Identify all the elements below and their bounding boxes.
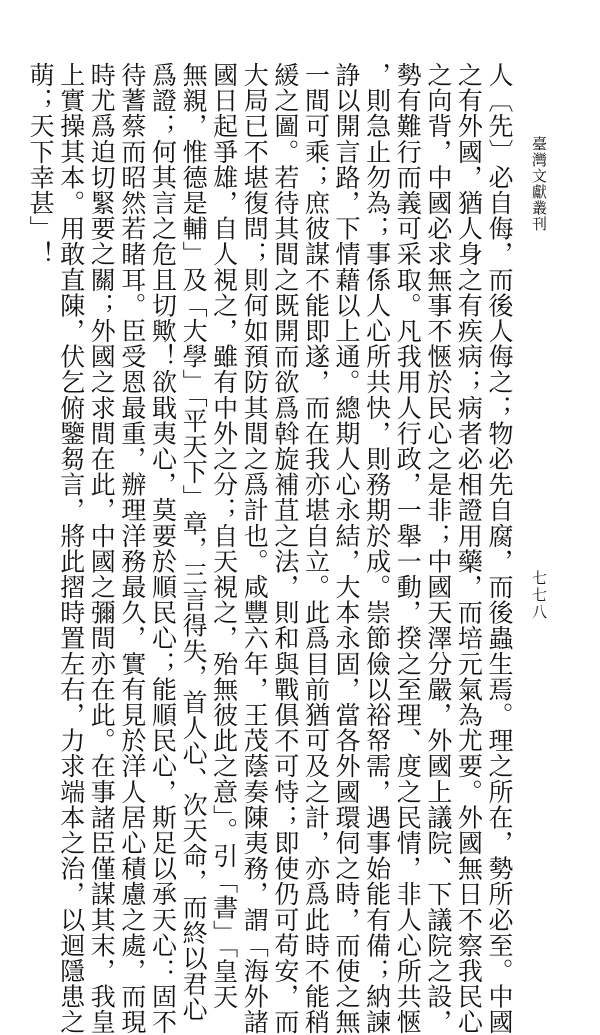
- text-line: 國日起爭雄，自人視之，雖有中外之分；自天視之，殆無彼此之意」。引「書」「皇天: [209, 62, 239, 1010]
- text-line: 之有外國，猶人身之有疾病；病者必相證用藥，而培元氣為尤要。外國無日不察我民心: [454, 62, 484, 1035]
- text-line: 待蓍蔡而昭然若睹耳。臣受恩最重，辦理洋務最久，實有見於洋人居心積慮之處，而現: [117, 62, 147, 1035]
- text-line: 上實操其本。用敢直陳，伏乞俯鑒芻言，將此摺時置左右，力求端本之治，以迴隱患之: [56, 62, 86, 1035]
- text-line: 無親，惟德是輔」及「大學」「平天下」章，三言得失，首人心、次天命，而終以君心: [179, 62, 209, 1023]
- text-line: 爲證；何其言之危且切歟！欲戢夷心，莫要於順民心；能順民心，斯足以承天心：固不: [148, 62, 178, 1035]
- text-line: 時尤爲迫切緊要之關；外國之求間在此，中國之彌間亦在此。在事諸臣僅謀其末，我皇: [87, 62, 117, 1035]
- text-line: 大局已不堪復問；則何如預防其間之爲計也。咸豐六年，王茂蔭奏陳夷務，謂「海外諸: [240, 62, 270, 1035]
- page-number: 七七八: [530, 570, 548, 621]
- text-line: 諍以開言路，下情藉以上通。總期人心永結，大本永固，當各外國環伺之時，而使之無: [332, 62, 362, 1035]
- text-line: ，則急止勿為；事係人心所共快，則務期於成。崇節儉以裕帑需，遇事始能有備；納諫: [362, 62, 392, 1035]
- text-line: 之向背，中國必求無事不愜於民心之是非；中國天澤分嚴，外國上議院、下議院之設，: [423, 62, 453, 1035]
- text-line: 人〔先〕必自侮，而後人侮之；物必先自腐，而後蟲生焉。理之所在，勢所必至。中國: [485, 62, 514, 1035]
- series-title: 臺灣文獻叢刊: [530, 136, 548, 232]
- text-line: 緩之圖。若待其間之既開而欲爲斡旋補苴之法，則和與戰俱不可恃；即使仍可苟安，而: [270, 62, 300, 1035]
- text-line: 一間可乘；庶彼謀不能即遂，而在我亦堪自立。此爲目前猶可及之計，亦爲此時不能稍: [301, 62, 331, 1035]
- body-text: [26, 62, 514, 1035]
- text-line: 萌；天下幸甚」！: [26, 62, 56, 267]
- text-line: 勢有難行而義可采取。凡我用人行政，一舉一動，揆之至理、度之民情，非人心所共愜: [393, 62, 423, 1035]
